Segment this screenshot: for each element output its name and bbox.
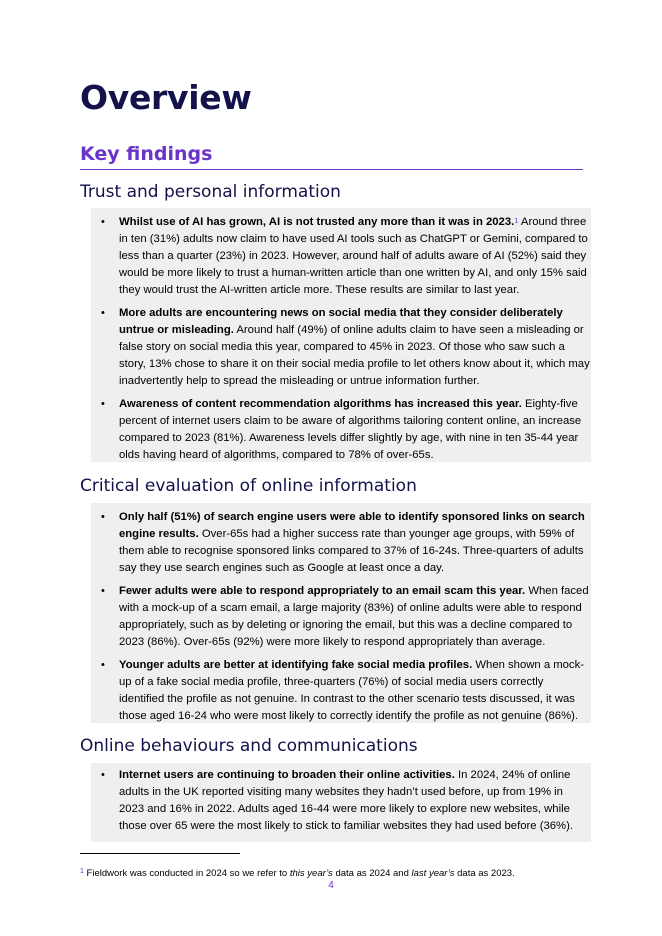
bullet-icon: • (101, 585, 105, 597)
footnote-number: 1 (80, 868, 84, 875)
finding-lead: Younger adults are better at identifying fake social media profiles. (119, 659, 473, 671)
bullet-icon: • (101, 659, 105, 671)
bullet-icon: • (101, 216, 105, 228)
finding-text: Over-65s had a higher success rate than younger age groups, with 59% of them able to recognise sponsored links compared to 37% of 16-24s. Three-quarters of adults say they use search engines such as Google at least once a day. (119, 528, 584, 574)
finding-lead: Whilst use of AI has grown, AI is not trusted any more than it was in 2023. (119, 216, 515, 228)
footnote-text-part: Fieldwork was conducted in 2024 so we refer to (83, 868, 290, 879)
footnote-ref-link[interactable]: 1 (514, 216, 519, 225)
bullet-icon: • (101, 511, 105, 523)
heading-trust-personal-information: Trust and personal information (80, 182, 341, 202)
finding-text: Around three in ten (31%) adults now claim to have used AI tools such as ChatGPT or Gemini, compared to less than a quarter (23%) in 2023. However, around half of adults aware of AI (52%) said they would be more likely to trust a human-written article than one written by AI, and only 15% said they would trust the AI-written article more. These results are similar to last year. (119, 216, 588, 296)
finding-item (91, 509, 591, 577)
bullet-icon: • (101, 398, 105, 410)
bullet-icon: • (101, 307, 105, 319)
finding-text: Around half (49%) of online adults claim to have seen a misleading or false story on social media this year, compared to 45% in 2023. Of those who saw such a story, 13% chose to share it on their social media profile to let others know about it, which may inadvertently help to spread the misleading or untrue information further. (119, 324, 590, 387)
heading-online-behaviours: Online behaviours and communications (80, 736, 418, 756)
page-number: 4 (328, 880, 334, 891)
heading-critical-evaluation: Critical evaluation of online information (80, 476, 417, 496)
finding-lead: Only half (51%) of search engine users were able to identify sponsored links on search engine results. (119, 511, 585, 540)
finding-item (91, 583, 591, 651)
finding-text: Eighty-five percent of internet users claim to be aware of algorithms tailoring content online, an increase compared to 2023 (81%). Awareness levels differ slightly by age, with nine in ten 35-44 year olds having heard of algorithms, compared to 78% of over-65s. (119, 398, 582, 461)
footnote-text-part: data as 2023. (454, 868, 515, 879)
footnote-italic: this year’s (289, 868, 333, 879)
finding-item (91, 767, 591, 835)
finding-item (91, 396, 591, 464)
footnote-italic: last year’s (411, 868, 455, 879)
finding-text: When shown a mock-up of a fake social media profile, three-quarters (76%) of social media users correctly identified the profile as not genuine. In contrast to the other scenario tests discussed, it was those aged 16-24 who were most likely to correctly identify the profile as not genuine (86%). (119, 659, 584, 722)
finding-lead: Awareness of content recommendation algorithms has increased this year. (119, 398, 522, 410)
footnote-text-part: data as 2024 and (332, 868, 412, 879)
section-title-key-findings: Key findings (80, 143, 213, 165)
footnote (80, 868, 515, 879)
finding-lead: More adults are encountering news on social media that they consider deliberately untrue or misleading. (119, 307, 563, 336)
footnote-divider (80, 853, 240, 854)
finding-item (91, 657, 591, 725)
page-title: Overview (80, 78, 252, 117)
findings-box-trust (91, 208, 591, 462)
finding-item (91, 214, 591, 299)
finding-text: When faced with a mock-up of a scam email, a large majority (83%) of online adults were able to respond appropriately, such as by deleting or ignoring the email, but this was a decline compared to 2023 (86%). Over-65s (92%) were more likely to respond appropriately than average. (119, 585, 589, 648)
findings-box-critical-evaluation (91, 503, 591, 723)
finding-text: In 2024, 24% of online adults in the UK reported visiting many websites they hadn’t used before, up from 19% in 2023 and 16% in 2022. Adults aged 16-44 were more likely to explore new websites, while those over 65 were the most likely to stick to familiar websites they had used before (36%). (119, 769, 573, 832)
bullet-icon: • (101, 769, 105, 781)
findings-box-online-behaviours (91, 763, 591, 842)
finding-lead: Internet users are continuing to broaden their online activities. (119, 769, 455, 781)
title-underline-divider (80, 169, 583, 170)
finding-item (91, 305, 591, 390)
finding-lead: Fewer adults were able to respond appropriately to an email scam this year. (119, 585, 526, 597)
